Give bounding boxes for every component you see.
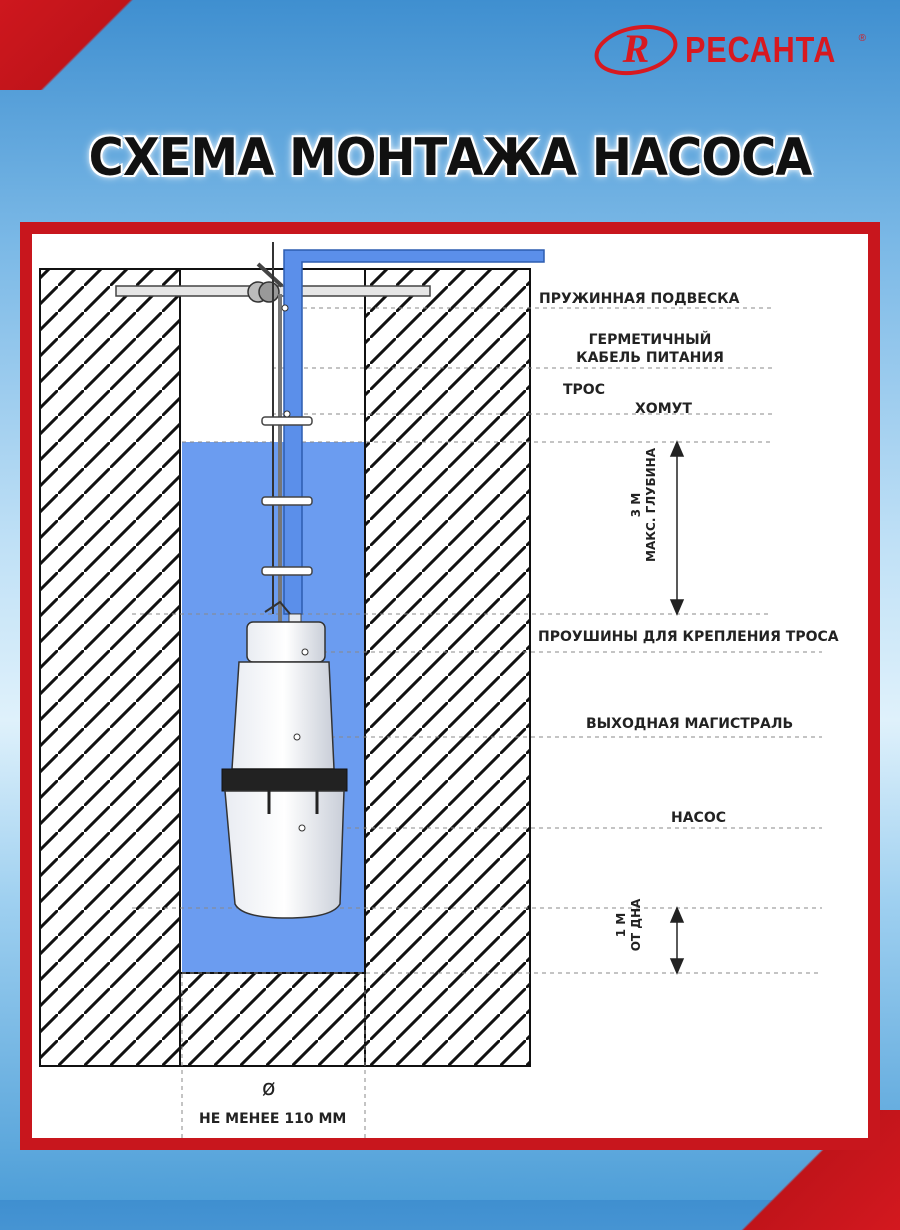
label-clamp: ХОМУТ [635, 401, 692, 417]
depth-dimension-arrow [671, 442, 683, 614]
label-cable-line1: ГЕРМЕТИЧНЫЙ [588, 332, 712, 348]
registered-mark: ® [858, 32, 866, 44]
diagram-frame [20, 222, 880, 1150]
red-corner-decoration-top [0, 0, 180, 90]
label-pump: НАСОС [671, 810, 727, 826]
label-from-bottom-line1: 1 М [614, 912, 628, 938]
label-rope: ТРОС [563, 382, 605, 398]
label-from-bottom [614, 895, 644, 955]
label-cable [562, 331, 738, 367]
brand-logo-icon [591, 22, 681, 78]
page-title: СХЕМА МОНТАЖА НАСОСА [88, 128, 812, 188]
label-outlet: ВЫХОДНАЯ МАГИСТРАЛЬ [586, 716, 794, 732]
label-cable-line2: КАБЕЛЬ ПИТАНИЯ [576, 350, 724, 366]
brand-logo [591, 22, 866, 78]
label-diameter: НЕ МЕНЕЕ 110 ММ [199, 1111, 347, 1127]
label-max-depth-line2: МАКС. ГЛУБИНА [644, 448, 658, 562]
installation-diagram [32, 234, 868, 1138]
bottom-distance-arrow [671, 908, 683, 973]
brand-name: РЕСАНТА [684, 29, 836, 70]
label-lugs: ПРОУШИНЫ ДЛЯ КРЕПЛЕНИЯ ТРОСА [538, 629, 839, 645]
label-max-depth [629, 430, 659, 580]
label-max-depth-line1: 3 М [629, 492, 643, 518]
diameter-symbol: ø [262, 1076, 276, 1101]
label-from-bottom-line2: ОТ ДНА [629, 898, 643, 952]
logo-letter: R [622, 26, 650, 71]
label-spring-hanger: ПРУЖИННАЯ ПОДВЕСКА [539, 291, 740, 307]
